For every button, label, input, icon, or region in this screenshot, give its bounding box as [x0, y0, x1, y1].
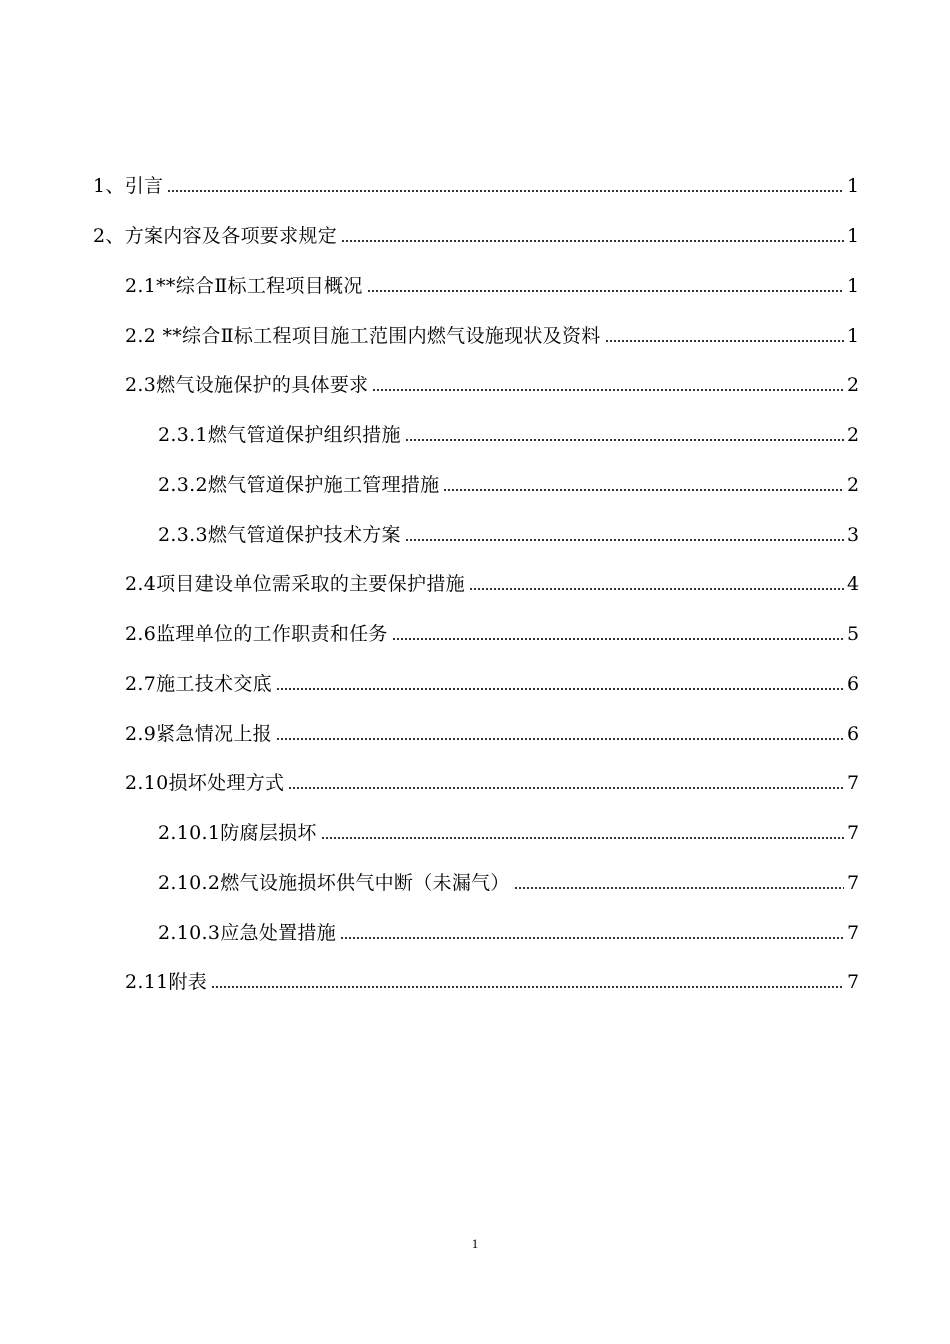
toc-entry[interactable] — [93, 218, 859, 248]
toc-dot-leader — [321, 837, 844, 839]
toc-entry[interactable] — [125, 367, 859, 397]
toc-entry-page: 6 — [847, 673, 860, 695]
toc-dot-leader — [443, 489, 844, 491]
toc-entry-title: 1、引言 — [93, 175, 164, 197]
toc-dot-leader — [276, 738, 844, 740]
toc-dot-leader — [605, 340, 844, 342]
toc-entry-page: 7 — [847, 822, 860, 844]
toc-dot-leader — [167, 190, 844, 192]
toc-entry-title: 2.10.3应急处置措施 — [158, 922, 337, 944]
toc-entry[interactable] — [125, 616, 859, 646]
toc-dot-leader — [288, 787, 844, 789]
toc-dot-leader — [514, 887, 844, 889]
toc-entry[interactable] — [125, 765, 859, 795]
toc-entry-title: 2.9紧急情况上报 — [125, 723, 272, 745]
toc-entry-page: 2 — [847, 424, 860, 446]
toc-entry-page: 3 — [847, 524, 860, 546]
toc-entry-title: 2.11附表 — [125, 971, 208, 993]
toc-dot-leader — [340, 937, 844, 939]
toc-dot-leader — [367, 290, 844, 292]
toc-entry[interactable] — [125, 268, 859, 298]
toc-entry-page: 2 — [847, 474, 860, 496]
toc-entry-page: 7 — [847, 872, 860, 894]
toc-entry-page: 4 — [847, 573, 860, 595]
toc-entry-title: 2.10.2燃气设施损坏供气中断（未漏气） — [158, 872, 510, 894]
toc-dot-leader — [405, 439, 844, 441]
toc-entry-title: 2.10损坏处理方式 — [125, 772, 285, 794]
toc-entry[interactable] — [125, 318, 859, 348]
toc-entry[interactable] — [158, 417, 859, 447]
toc-entry-title: 2.3.3燃气管道保护技术方案 — [158, 524, 401, 546]
toc-dot-leader — [372, 389, 844, 391]
toc-entry-title: 2.2 **综合Ⅱ标工程项目施工范围内燃气设施现状及资料 — [125, 325, 601, 347]
toc-entry-page: 2 — [847, 374, 860, 396]
toc-entry-page: 7 — [847, 772, 860, 794]
toc-entry-page: 1 — [847, 225, 860, 247]
toc-entry[interactable] — [125, 964, 859, 994]
toc-entry-title: 2.3.2燃气管道保护施工管理措施 — [158, 474, 440, 496]
toc-dot-leader — [276, 688, 844, 690]
toc-entry-page: 1 — [847, 325, 860, 347]
toc-entry-title: 2.7施工技术交底 — [125, 673, 272, 695]
toc-entry-page: 1 — [847, 175, 860, 197]
toc-dot-leader — [469, 588, 844, 590]
toc-entry-page: 5 — [847, 623, 860, 645]
toc-entry-title: 2.3.1燃气管道保护组织措施 — [158, 424, 401, 446]
toc-entry-page: 7 — [847, 971, 860, 993]
toc-entry-title: 2、方案内容及各项要求规定 — [93, 225, 337, 247]
toc-entry[interactable] — [93, 168, 859, 198]
toc-entry[interactable] — [125, 666, 859, 696]
toc-entry-title: 2.3燃气设施保护的具体要求 — [125, 374, 369, 396]
toc-entry[interactable] — [158, 915, 859, 945]
toc-entry[interactable] — [158, 865, 859, 895]
toc-entry[interactable] — [158, 467, 859, 497]
toc-entry-page: 7 — [847, 922, 860, 944]
toc-entry-title: 2.6监理单位的工作职责和任务 — [125, 623, 388, 645]
toc-entry[interactable] — [125, 566, 859, 596]
toc-entry-page: 1 — [847, 275, 860, 297]
page-number: 1 — [471, 1236, 479, 1251]
toc-entry[interactable] — [158, 517, 859, 547]
toc-dot-leader — [341, 240, 844, 242]
toc-entry[interactable] — [125, 716, 859, 746]
toc-entry-title: 2.10.1防腐层损坏 — [158, 822, 317, 844]
toc-entry-page: 6 — [847, 723, 860, 745]
toc-dot-leader — [211, 986, 844, 988]
toc-dot-leader — [405, 539, 844, 541]
toc-entry-title: 2.4项目建设单位需采取的主要保护措施 — [125, 573, 465, 595]
toc-entry[interactable] — [158, 815, 859, 845]
toc-entry-title: 2.1**综合Ⅱ标工程项目概况 — [125, 275, 363, 297]
toc-dot-leader — [392, 638, 844, 640]
